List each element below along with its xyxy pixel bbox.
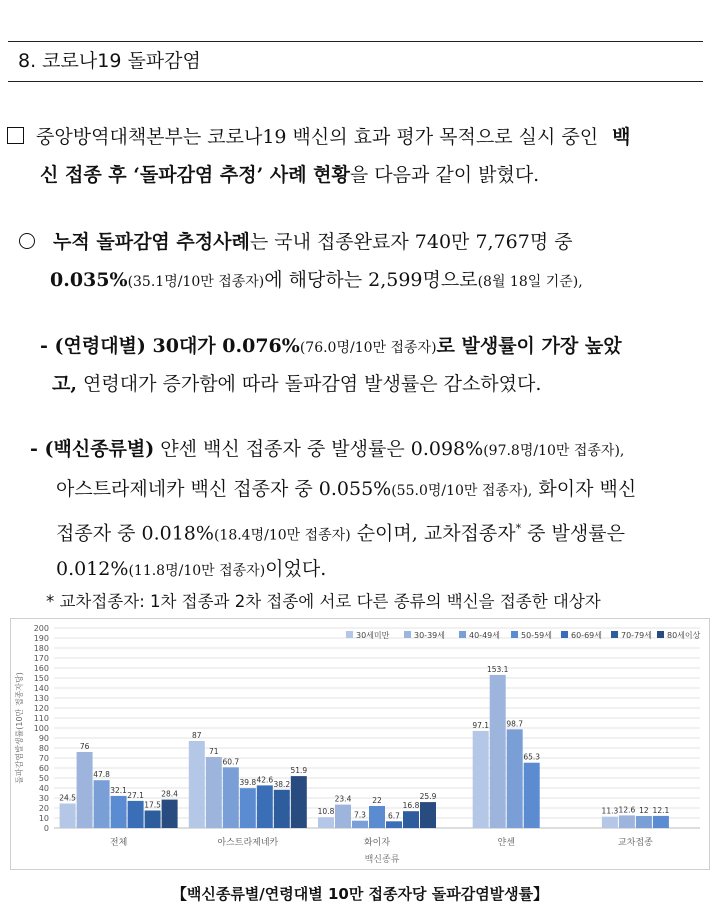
para4-text-4: 접종자 중 0.018% [56, 522, 214, 545]
bar-30세미만 [473, 731, 489, 828]
y-tick-label: 10 [38, 814, 49, 823]
bar-value-label: 42.6 [256, 775, 274, 785]
para4-text-2: 아스트라제네카 백신 접종자 중 0.055% [56, 478, 392, 500]
bar-60-69세 [257, 785, 273, 828]
y-tick-label: 170 [33, 654, 49, 663]
bar-value-label: 24.5 [59, 793, 76, 803]
bar-value-label: 65.3 [523, 752, 541, 762]
bar-40-49세 [636, 816, 652, 828]
y-tick-label: 0 [43, 824, 49, 833]
bar-value-label: 10.8 [317, 807, 335, 817]
x-tick-label: 아스트라제네카 [217, 838, 279, 848]
bar-40-49세 [94, 780, 110, 828]
legend-swatch [561, 631, 568, 638]
para4-detail: (97.8명/10만 접종자), [483, 443, 625, 459]
bar-50-59세 [524, 763, 540, 828]
breakthrough-infection-chart [10, 618, 710, 870]
para2-date: (8월 18일 기준), [477, 274, 583, 290]
square-bullet-icon [7, 127, 24, 144]
bar-80세이상 [291, 776, 307, 828]
bar-70-79세 [403, 811, 419, 828]
x-tick-label: 얀센 [497, 838, 515, 848]
bar-70-79세 [274, 790, 290, 828]
bar-value-label: 97.1 [472, 720, 490, 730]
y-tick-label: 150 [33, 674, 49, 683]
x-tick-label: 화이자 [363, 838, 391, 848]
legend-label: 40-49세 [469, 631, 500, 640]
para4-line1 [30, 436, 624, 464]
y-tick-label: 70 [38, 754, 49, 763]
para1-bold: 백 [612, 126, 631, 148]
y-tick-label: 50 [38, 774, 49, 783]
y-tick-label: 100 [33, 724, 49, 733]
y-tick-label: 20 [38, 804, 49, 813]
y-tick-label: 90 [38, 734, 49, 743]
legend-label: 60-69세 [571, 631, 602, 640]
para4-line2 [56, 476, 636, 504]
bar-30세미만 [60, 804, 76, 829]
bar-value-label: 6.7 [388, 811, 400, 821]
bar-30세미만 [318, 817, 334, 828]
y-tick-label: 60 [38, 764, 49, 773]
bar-70-79세 [145, 811, 161, 829]
bar-50-59세 [240, 788, 256, 828]
y-tick-label: 120 [33, 704, 49, 713]
bar-40-49세 [507, 729, 523, 828]
para4-detail-3: (18.4명/10만 접종자) [213, 527, 351, 544]
legend-swatch [511, 631, 518, 638]
bar-value-label: 12.6 [618, 805, 636, 815]
para4-text: 얀센 백신 접종자 중 발생률은 0.098% [154, 438, 484, 460]
para3-line2 [52, 371, 541, 397]
bar-value-label: 27.1 [127, 790, 144, 800]
bar-value-label: 51.9 [290, 766, 308, 776]
para2-line1 [19, 229, 573, 255]
bar-value-label: 39.8 [239, 778, 257, 788]
chart-caption: 【백신종류별/연령대별 10만 접종자당 돌파감염발생률】 [171, 885, 549, 903]
para4-bold: - (백신종류별) [30, 438, 155, 460]
bar-40-49세 [223, 767, 239, 828]
legend-swatch [346, 631, 353, 638]
bar-50-59세 [369, 806, 385, 828]
bar-value-label: 60.7 [222, 757, 240, 767]
y-tick-label: 80 [38, 744, 49, 753]
bar-30세미만 [602, 817, 618, 828]
bar-value-label: 47.8 [93, 770, 110, 780]
para1-line1 [7, 124, 630, 150]
footnote: * 교차접종자: 1차 접종과 2차 접종에 서로 다른 종류의 백신을 접종한 대상자 [46, 592, 601, 611]
bar-value-label: 76 [79, 742, 90, 751]
para4-text-3: 화이자 백신 [532, 478, 637, 500]
legend-label: 50-59세 [521, 631, 552, 640]
bar-50-59세 [111, 796, 127, 828]
para3-detail: (76.0명/10만 접종자) [299, 340, 437, 356]
legend-label: 80세이상 [667, 631, 701, 640]
y-tick-label: 180 [33, 644, 49, 653]
bar-value-label: 98.7 [506, 719, 524, 729]
para3-bold-2: 로 발생률이 가장 높았 [436, 335, 622, 357]
legend-swatch [611, 631, 618, 638]
bar-80세이상 [420, 802, 436, 828]
bar-30-39세 [77, 752, 93, 828]
x-tick-label: 전체 [109, 838, 128, 848]
y-tick-label: 130 [33, 694, 49, 703]
bar-value-label: 16.8 [402, 801, 420, 811]
para2-bold: 누적 돌파감염 추정사례 [53, 231, 250, 253]
para4-text-7: 이었다. [265, 558, 327, 580]
para4-line4 [56, 556, 326, 584]
bar-value-label: 12 [639, 806, 649, 815]
legend-label: 70-79세 [621, 631, 652, 640]
bar-30-39세 [619, 815, 635, 828]
bar-80세이상 [162, 800, 178, 828]
para2-text: 는 국내 접종완료자 740만 7,767명 중 [249, 231, 573, 253]
bar-value-label: 153.1 [486, 664, 509, 674]
para4-text-5: 순이며, 교차접종자 [350, 522, 516, 545]
bar-40-49세 [352, 821, 368, 828]
bar-value-label: 25.9 [419, 792, 437, 802]
para2-text-2: 에 해당하는 2,599명으로 [264, 269, 478, 291]
para2-line2 [50, 267, 583, 295]
legend-swatch [657, 631, 664, 638]
para3-line1 [40, 333, 622, 361]
legend-swatch [459, 631, 466, 638]
y-tick-label: 140 [33, 684, 49, 693]
bar-30세미만 [189, 741, 205, 828]
bar-value-label: 17.5 [144, 800, 161, 810]
bar-30-39세 [335, 805, 351, 828]
y-tick-label: 40 [38, 784, 49, 793]
para1-text: 중앙방역대책본부는 코로나19 백신의 효과 평가 목적으로 실시 중인 [36, 126, 599, 148]
para4-rate: 0.012% [56, 558, 129, 580]
bar-60-69세 [386, 821, 402, 828]
bar-value-label: 23.4 [334, 794, 352, 804]
bar-30-39세 [206, 757, 222, 828]
para4-line3 [56, 516, 625, 548]
bar-value-label: 7.3 [354, 810, 366, 820]
bar-30-39세 [490, 675, 506, 828]
para4-text-6: 중 발생률은 [521, 522, 625, 545]
bar-value-label: 11.3 [601, 806, 619, 816]
y-tick-label: 160 [33, 664, 49, 673]
footnote-mark: * [515, 522, 522, 535]
para1-line2 [40, 162, 539, 188]
para3-bold: - (연령대별) 30대가 0.076% [40, 335, 300, 357]
chart-frame [11, 619, 710, 870]
y-tick-label: 200 [33, 624, 49, 633]
legend-swatch [404, 631, 411, 638]
y-tick-label: 30 [38, 794, 49, 803]
para1-text-2: 을 다음과 같이 밝혔다. [349, 164, 540, 186]
para2-rate-detail: (35.1명/10만 접종자) [127, 274, 265, 290]
bar-value-label: 32.1 [110, 785, 127, 795]
legend-label: 30세미만 [356, 631, 390, 640]
y-tick-label: 190 [33, 634, 49, 643]
bar-value-label: 87 [192, 731, 202, 740]
bar-value-label: 22 [372, 796, 382, 805]
para1-bold-2: 신 접종 후 ‘돌파감염 추정’ 사례 현황 [40, 164, 350, 186]
para2-rate: 0.035% [50, 269, 128, 291]
para4-detail-2: (55.0명/10만 접종자), [391, 483, 533, 499]
x-tick-label: 교차접종 [618, 838, 653, 848]
y-tick-label: 110 [33, 714, 49, 723]
bar-value-label: 38.2 [273, 779, 291, 789]
legend-label: 30-39세 [414, 631, 445, 640]
bar-60-69세 [128, 801, 144, 828]
para4-detail-4: (11.8명/10만 접종자) [128, 563, 266, 579]
y-axis-title: 돌파감염발생률(10만 접종자당) [15, 672, 24, 784]
bar-50-59세 [653, 816, 669, 828]
bar-value-label: 12.1 [652, 805, 670, 815]
section-title: 8. 코로나19 돌파감염 [8, 41, 703, 82]
x-axis-title: 백신종류 [364, 855, 400, 865]
circle-bullet-icon [19, 233, 35, 249]
para3-bold-3: 고, [52, 373, 77, 395]
para3-text: 연령대가 증가함에 따라 돌파감염 발생률은 감소하였다. [76, 373, 542, 395]
bar-value-label: 71 [209, 747, 219, 756]
bar-value-label: 28.4 [161, 789, 178, 799]
